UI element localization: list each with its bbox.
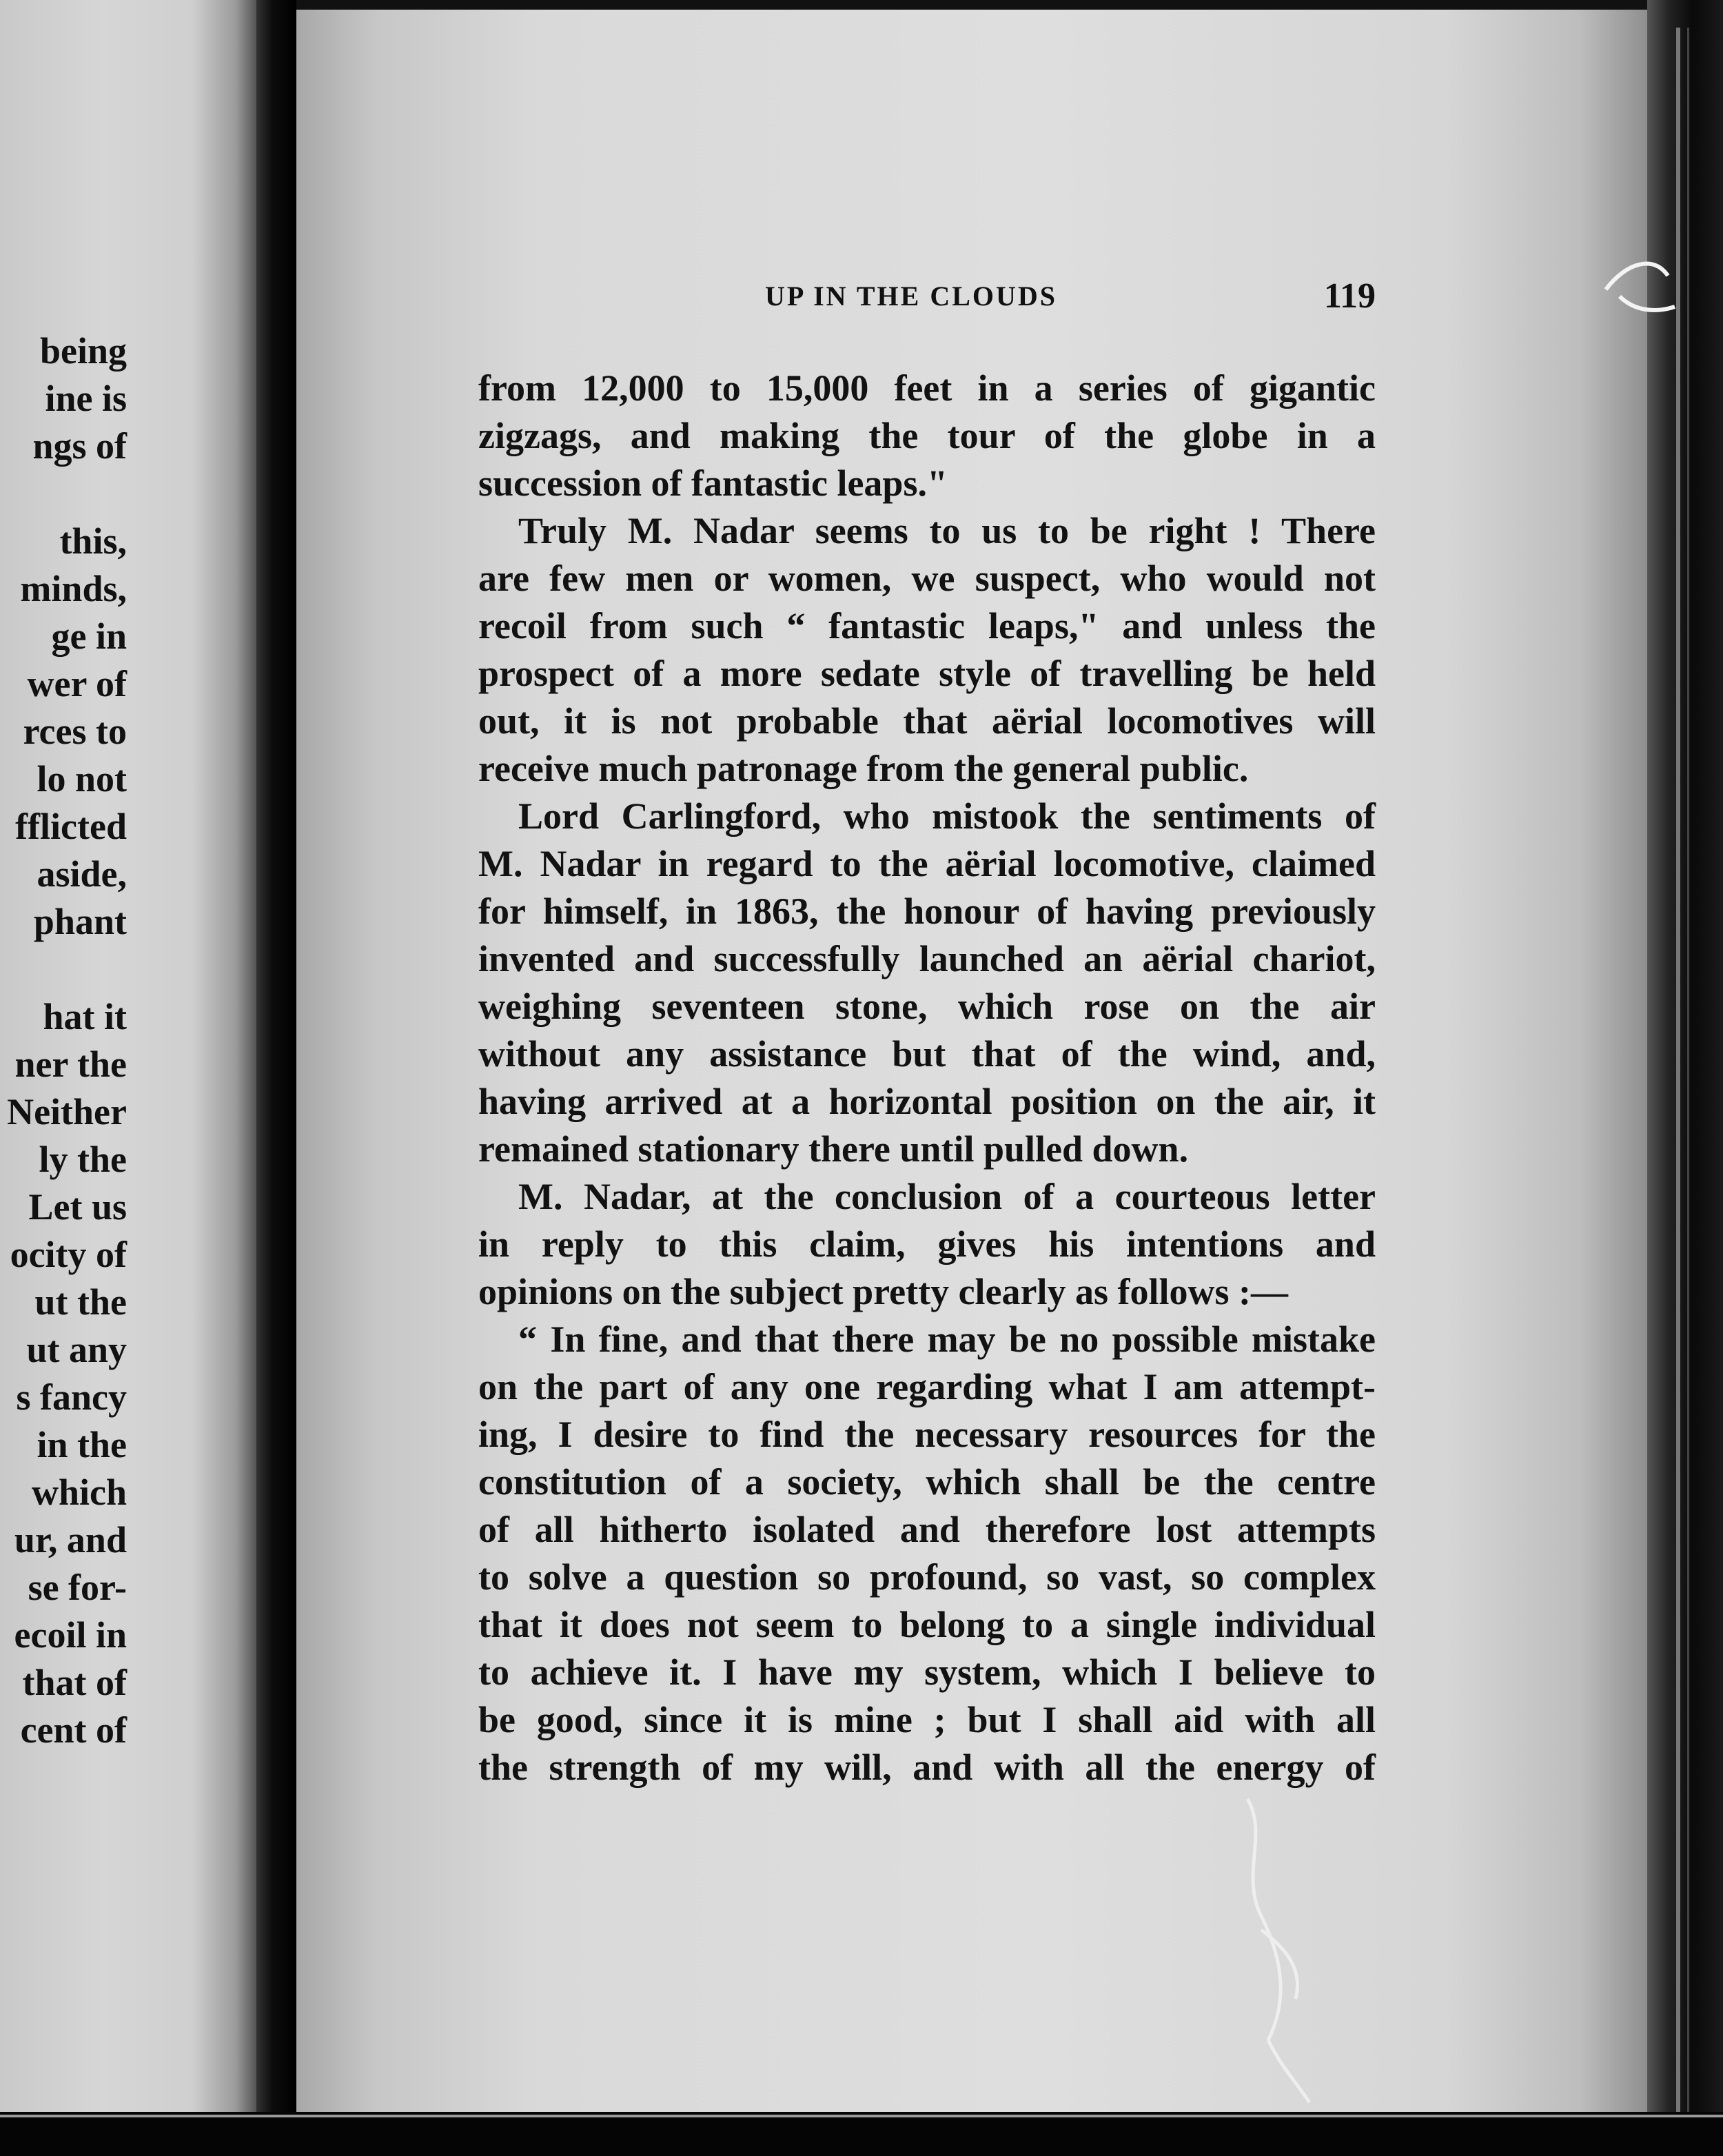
text-line: to achieve it. I have my system, which I believe to bbox=[478, 1651, 1376, 1693]
text-line: receive much patronage from the general public. bbox=[478, 748, 1249, 789]
text-line: out, it is not probable that aërial locomotives will bbox=[478, 700, 1376, 742]
text-line: in reply to this claim, gives his intentions and bbox=[478, 1223, 1376, 1265]
previous-page-line: aside, bbox=[37, 853, 127, 895]
previous-page-line: ecoil in bbox=[14, 1614, 127, 1656]
previous-page-line: that of bbox=[22, 1662, 127, 1703]
text-line: ing, I desire to find the necessary resources for the bbox=[478, 1414, 1376, 1455]
text-line: weighing seventeen stone, which rose on the air bbox=[478, 986, 1376, 1027]
previous-page-line: Let us bbox=[28, 1186, 127, 1228]
text-line: M. Nadar, at the conclusion of a courteous letter bbox=[518, 1176, 1376, 1217]
previous-page-line: se for- bbox=[28, 1567, 127, 1608]
previous-page-line: fflicted bbox=[15, 806, 127, 847]
text-line: the strength of my will, and with all the energy of bbox=[478, 1747, 1376, 1788]
page-edge-line bbox=[1676, 28, 1680, 2130]
text-line: Truly M. Nadar seems to us to be right ! There bbox=[518, 510, 1376, 551]
text-line: invented and successfully launched an aërial chariot, bbox=[478, 938, 1376, 979]
previous-page-line: wer of bbox=[27, 663, 127, 704]
scan-bottom-rule bbox=[0, 2115, 1723, 2117]
text-line: having arrived at a horizontal position on the air, it bbox=[478, 1081, 1376, 1122]
previous-page-line: cent of bbox=[20, 1709, 127, 1751]
previous-page-line: ly the bbox=[39, 1139, 127, 1180]
text-line: that it does not seem to belong to a single individual bbox=[478, 1604, 1376, 1645]
previous-page-line: hat it bbox=[43, 996, 127, 1037]
previous-page-line: lo not bbox=[37, 758, 127, 800]
previous-page-line: being bbox=[39, 330, 127, 372]
text-line: without any assistance but that of the wind, and, bbox=[478, 1033, 1376, 1075]
previous-page-line: rces to bbox=[23, 711, 127, 752]
running-head: UP IN THE CLOUDS bbox=[765, 281, 1058, 312]
text-line: Lord Carlingford, who mistook the sentiments of bbox=[518, 795, 1376, 837]
text-line: constitution of a society, which shall be the centre bbox=[478, 1461, 1376, 1503]
text-line: prospect of a more sedate style of travelling be held bbox=[478, 653, 1376, 694]
text-line: M. Nadar in regard to the aërial locomotive, claimed bbox=[478, 843, 1376, 884]
text-line: of all hitherto isolated and therefore lost attempts bbox=[478, 1509, 1376, 1550]
text-line: “ In fine, and that there may be no possible mistake bbox=[518, 1319, 1376, 1360]
previous-page-line: in the bbox=[37, 1424, 127, 1465]
book-gutter bbox=[256, 0, 296, 2156]
margin-pencil-mark bbox=[1599, 248, 1682, 324]
previous-page-line: ocity of bbox=[10, 1234, 127, 1275]
previous-page-line: ge in bbox=[51, 616, 127, 657]
previous-page-line: ut any bbox=[26, 1329, 127, 1370]
text-line: for himself, in 1863, the honour of having previously bbox=[478, 891, 1376, 932]
text-line: opinions on the subject pretty clearly as follows :— bbox=[478, 1271, 1288, 1312]
page-edge-line bbox=[1687, 28, 1689, 2130]
previous-page-line: ut the bbox=[34, 1281, 127, 1323]
previous-page-line: ner the bbox=[14, 1044, 127, 1085]
previous-page-fragment bbox=[0, 0, 256, 2123]
previous-page-line: Neither bbox=[7, 1091, 127, 1132]
previous-page-line: which bbox=[31, 1472, 127, 1513]
scan-scratch-mark bbox=[1227, 1792, 1330, 2109]
previous-page-line: phant bbox=[33, 901, 127, 942]
text-line: are few men or women, we suspect, who would not bbox=[478, 558, 1376, 599]
text-line: be good, since it is mine ; but I shall aid with all bbox=[478, 1699, 1376, 1740]
previous-page-line: ngs of bbox=[32, 425, 127, 467]
text-line: zigzags, and making the tour of the globe in a bbox=[478, 415, 1376, 456]
previous-page-line: ine is bbox=[45, 378, 127, 419]
text-line: from 12,000 to 15,000 feet in a series of gigantic bbox=[478, 367, 1376, 409]
text-line: on the part of any one regarding what I am attempt- bbox=[478, 1366, 1376, 1407]
text-line: remained stationary there until pulled down. bbox=[478, 1128, 1189, 1170]
page-number: 119 bbox=[1323, 276, 1376, 316]
scan-bottom-border bbox=[0, 2112, 1723, 2156]
previous-page-line: this, bbox=[59, 520, 127, 562]
text-line: recoil from such “ fantastic leaps," and unless the bbox=[478, 605, 1376, 647]
text-line: to solve a question so profound, so vast, so complex bbox=[478, 1556, 1376, 1598]
text-line: succession of fantastic leaps." bbox=[478, 462, 948, 504]
previous-page-line: ur, and bbox=[14, 1519, 127, 1560]
previous-page-line: s fancy bbox=[16, 1376, 127, 1418]
previous-page-line: minds, bbox=[20, 568, 127, 609]
